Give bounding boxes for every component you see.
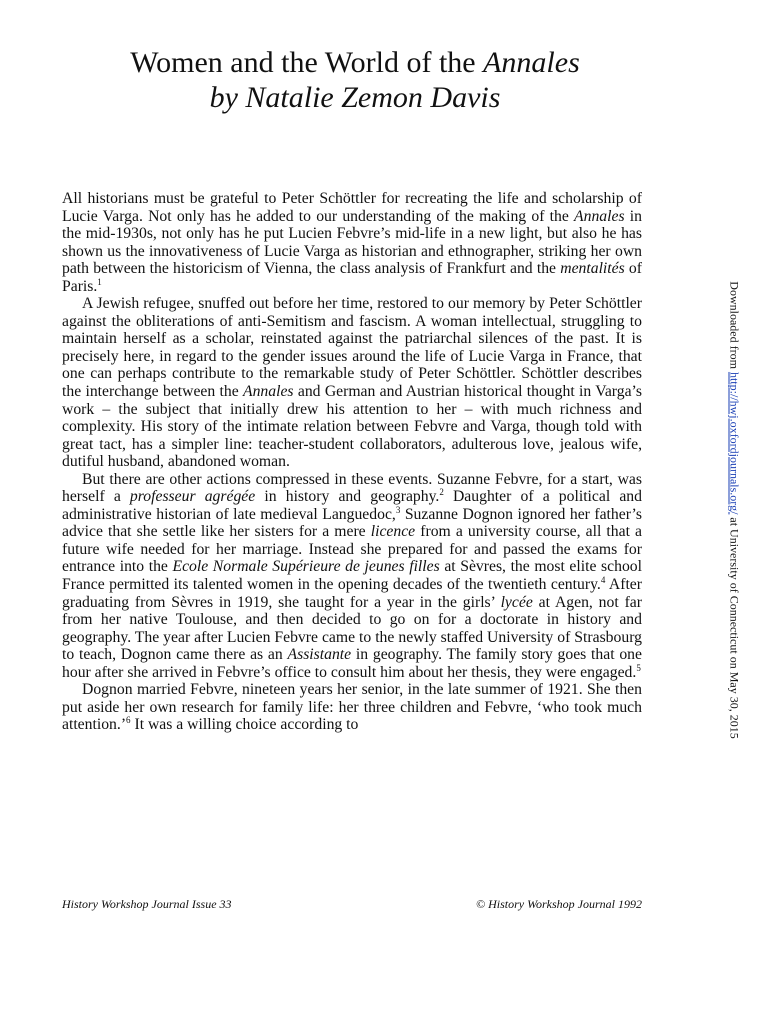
text-run: of Paris. <box>62 260 642 295</box>
footnote-marker: 6 <box>126 715 131 726</box>
text-run: from a university course, all that a future wife needed for her marriage. Instead she prepared for and passed the exams for entrance into the <box>62 523 642 576</box>
download-notice-suffix: at University of Connecticut on May 30, 2015 <box>727 514 742 739</box>
paragraph-2 <box>62 295 642 470</box>
text-run: in geography. The family story goes that one hour after she arrived in Febvre’s office to consult him about her thesis, they were engaged. <box>62 646 642 681</box>
article-body <box>62 190 642 734</box>
paragraph-4 <box>62 681 642 734</box>
copyright-symbol: © <box>475 897 486 911</box>
footnote-marker: 2 <box>439 487 444 498</box>
italic-term: lycée <box>500 593 533 611</box>
article-title-italic: Annales <box>483 46 580 79</box>
text-run: After graduating from Sèvres in 1919, she taught for a year in the girls’ <box>62 576 642 611</box>
paragraph-3 <box>62 471 642 682</box>
article-title-roman: Women and the World of the <box>130 46 484 79</box>
text-run: in the mid-1930s, not only has he put Lucien Febvre’s mid-life in a new light, but also he has shown us the innovativeness of Lucie Varga as historian and ethnographer, striking her own path between the historicism of Vienna, the class analysis of Frankfurt and the <box>62 207 642 278</box>
text-run: and German and Austrian historical thought in Varga’s work – the subject that initially drew his attention to her – with much richness and complexity. His story of the intimate relation between Febvre and Varga, though told with great tact, has a simpler line: teacher-student collaborators, adulterous love, jealous wife, dutiful husband, abandoned woman. <box>62 383 642 471</box>
paragraph-1 <box>62 190 642 295</box>
text-run: It was a willing choice according to <box>130 716 359 734</box>
italic-term: licence <box>370 523 416 541</box>
italic-term: Annales <box>243 383 294 401</box>
copyright-footer <box>476 897 642 912</box>
download-notice-prefix: Downloaded from <box>727 281 742 372</box>
text-run: at Agen, not far from her native Toulouse, and then decided to go on for a doctorate in history and geography. The year after Lucien Febvre came to the newly staffed University of Strasbourg to teach, Dognon came there as an <box>62 593 642 664</box>
download-notice <box>722 275 746 745</box>
download-notice-text <box>727 281 742 738</box>
article-title <box>60 44 650 82</box>
footnote-marker: 1 <box>97 276 102 287</box>
text-run: Daughter of a political and administrative historian of late medieval Languedoc, <box>62 488 642 523</box>
text-run: But there are other actions compressed in these events. Suzanne Febvre, for a start, was herself a <box>62 470 642 506</box>
article-author-line: by Natalie Zemon Davis <box>209 81 501 114</box>
journal-url-link[interactable]: http://hwj.oxfordjournals.org/ <box>727 371 742 515</box>
footnote-marker: 3 <box>395 504 401 515</box>
italic-term: Assistante <box>287 646 352 664</box>
text-run: Dognon married Febvre, nineteen years her senior, in the late summer of 1921. She then put aside her own research for family life: her three children and Febvre, ‘who took much attention.’ <box>62 681 642 734</box>
footnote-marker: 5 <box>636 662 641 673</box>
italic-term: Ecole Normale Supérieure de jeunes filles <box>172 558 440 576</box>
italic-term: Annales <box>574 207 625 225</box>
text-run: A Jewish refugee, snuffed out before her time, restored to our memory by Peter Schöttler against the obliterations of anti-Semitism and fascism. A woman intellectual, struggling to maintain herself as a scholar, reinstated against the patriarchal silences of the past. It is precisely here, in regard to the gender issues around the life of Lucie Varga in France, that one can perhaps contribute to the remarkable study of Peter Schöttler. Schöttler describes the interchange between the <box>62 295 642 401</box>
journal-issue-footer: History Workshop Journal Issue 33 <box>62 897 232 911</box>
footnote-marker: 4 <box>600 574 606 585</box>
text-run: Suzanne Dognon ignored her father’s advice that she settle like her sisters for a mere <box>62 505 642 541</box>
text-run: at Sèvres, the most elite school France permitted its talented women in the opening decades of the twentieth century. <box>62 558 642 594</box>
italic-term: professeur agrégée <box>129 488 256 506</box>
text-run: All historians must be grateful to Peter Schöttler for recreating the life and scholarship of Lucie Varga. Not only has he added to our understanding of the making of the <box>62 190 642 225</box>
copyright-text: History Workshop Journal 1992 <box>485 897 642 911</box>
italic-term: mentalités <box>560 260 625 278</box>
text-run: in history and geography. <box>255 488 440 506</box>
